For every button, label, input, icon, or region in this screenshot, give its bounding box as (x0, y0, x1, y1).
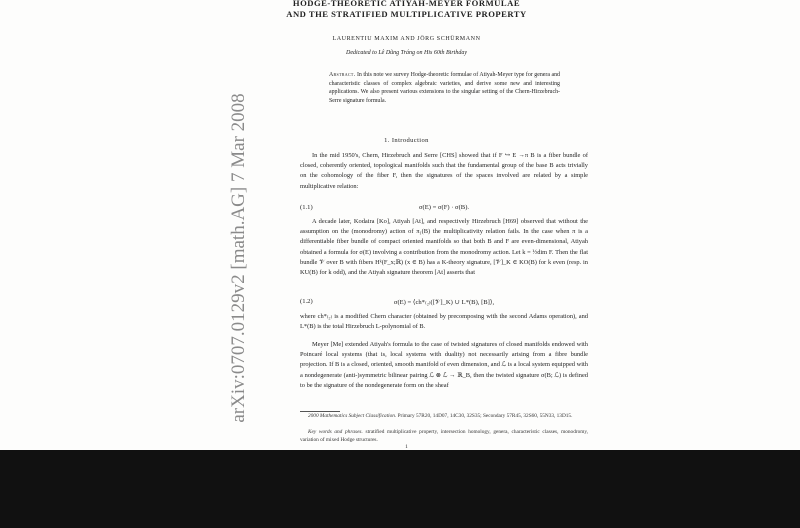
equation-label: (1.1) (300, 204, 313, 211)
paragraph-3: where ch*₍₂₎ is a modified Chern character (obtained by precomposing with the second Adams operation), and L*(B) is the total Hirzebruch L-polynomial of B. (300, 313, 588, 331)
paper-title-line1: HODGE-THEORETIC ATIYAH-MEYER FORMULAE (292, 0, 521, 8)
footnote-keywords (300, 428, 588, 445)
dedication: Dedicated to Lê Dũng Tráng on His 60th Birthday (346, 50, 467, 56)
page-number: 1 (405, 444, 408, 450)
footnote-msc-label: 2000 Mathematics Subject Classification. (308, 413, 397, 419)
footnote-keywords-text: stratified multiplicative property, intersection homology, genera, characteristic classes, monodromy, variation of mixed Hodge structures. (300, 429, 588, 444)
equation-1-2 (300, 298, 588, 308)
equation-label: (1.2) (300, 298, 313, 305)
footnote-msc-text: Primary 57R20, 14D07, 14C30, 32S35; Secondary 57R45, 32S60, 55N33, 13D15. (397, 413, 573, 419)
equation-body: σ(E) = ⟨ch*₍₂₎([𝒱]_K) ∪ L*(B), [B]⟩, (393, 299, 495, 306)
abstract-text: In this note we survey Hodge-theoretic formulae of Atiyah-Meyer type for genera and characteristic classes of complex algebraic varieties, and derive some new and interesting applications. We also present various extensions to the singular setting of the Chern-Hirzebruch-Serre signature formula. (329, 72, 561, 104)
right-margin (602, 0, 800, 450)
abstract (329, 71, 560, 105)
arxiv-stamp: arXiv:0707.0129v2 [math.AG] 7 Mar 2008 (228, 93, 249, 423)
paragraph-1: In the mid 1950's, Chern, Hirzebruch and Serre [CHS] showed that if F ↪ E →π B is a fiber bundle of closed, coherently oriented, topological manifolds such that the fundamental group of the base B acts trivially on the cohomology of the fiber F, then the signatures of the spaces involved are related by a simple multiplicative relation: (300, 152, 588, 190)
left-margin (0, 0, 211, 450)
authors: LAURENTIU MAXIM AND JÖRG SCHÜRMANN (332, 36, 481, 42)
footnote-msc (300, 412, 588, 429)
section-heading: 1. Introduction (384, 137, 429, 144)
abstract-label: Abstract. (329, 72, 356, 78)
paragraph-2: A decade later, Kodaira [Ko], Atiyah [At], and respectively Hirzebruch [H69] observed that without the assumption on the (monodromy) action of π₁(B) the multiplicativity relation fails. In the case when π is a differentiable fiber bundle of compact oriented manifolds so that both B and F are even-dimensional, Atiyah obtained a formula for σ(E) involving a contribution from the monodromy action. Let k = ½dim F. Then the flat bundle 𝒱 over B with fibers Hᵏ(F_x;ℝ) (x ∈ B) has a K-theory signature, [𝒱]_K ∈ KO(B) for k even (resp. in KU(B) for k odd), and the Atiyah signature theorem [At] asserts that (300, 218, 588, 277)
paragraph-4: Meyer [Me] extended Atiyah's formula to the case of twisted signatures of closed manifolds endowed with Poincaré local systems (that is, local systems with duality) not necessarily arising from a fibre bundle projection. If B is a closed, oriented, smooth manifold of even dimension, and ℒ is a local system equipped with a nondegenerate (anti-)symmetric bilinear pairing ℒ ⊗ ℒ → ℝ_B, then the twisted signature σ(B; ℒ) is defined to be the signature of the nondegenerate form on the sheaf (300, 341, 588, 389)
equation-body: σ(E) = σ(F) · σ(B). (418, 204, 470, 211)
paper-title-line2: AND THE STRATIFIED MULTIPLICATIVE PROPERTY (286, 9, 527, 19)
equation-1-1 (300, 204, 588, 214)
footnote-keywords-label: Key words and phrases. (308, 429, 363, 435)
